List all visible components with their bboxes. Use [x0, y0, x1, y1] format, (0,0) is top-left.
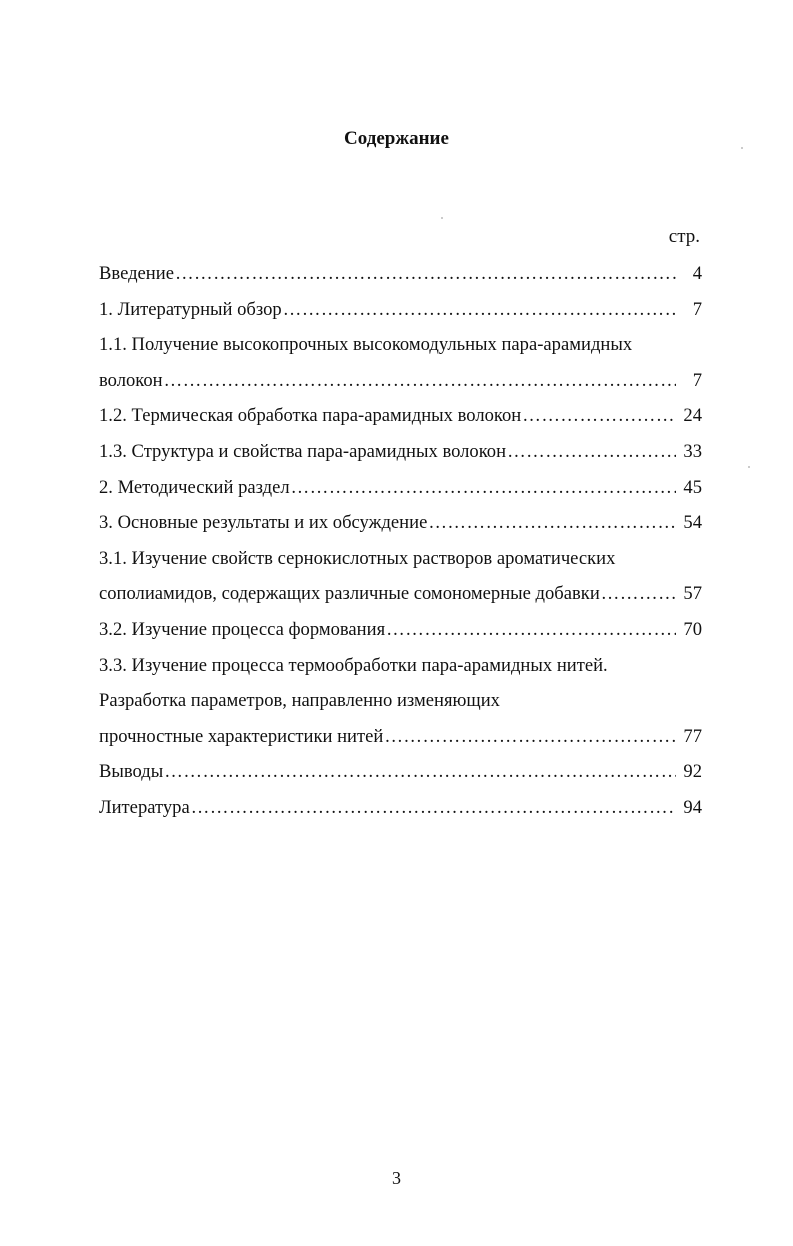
- toc-entry-page: 94: [683, 796, 702, 818]
- toc-entry-page: 4: [692, 263, 702, 284]
- toc-entry-text: Введение: [99, 263, 174, 284]
- toc-entry-page: 7: [692, 298, 702, 320]
- toc-entry-text: волокон: [99, 369, 163, 391]
- toc-entry-text: Литература: [99, 796, 190, 818]
- toc-entry-page: 77: [683, 725, 702, 747]
- dot-leader: [601, 576, 676, 612]
- toc-entry-text: 1.3. Структура и свойства пара-арамидных волокон: [99, 440, 507, 462]
- page-title: Содержание: [344, 128, 449, 149]
- toc-entry-text: 3. Основные результаты и их обсуждение: [99, 512, 428, 534]
- dot-leader: [507, 434, 676, 470]
- page-number: 3: [392, 1168, 401, 1188]
- dot-leader: [191, 790, 676, 826]
- toc-entry-text: 1.2. Термическая обработка пара-арамидных волокон: [99, 405, 522, 427]
- dot-leader: [428, 505, 676, 541]
- toc-entry-page: 7: [692, 369, 702, 391]
- dot-leader: [386, 612, 676, 648]
- toc-entry-1: [99, 292, 702, 328]
- toc-entry-text: 3.1. Изучение свойств сернокислотных растворов ароматических: [99, 547, 616, 569]
- toc-entry-literature: [99, 790, 702, 826]
- page-column-label: стр.: [668, 226, 700, 247]
- toc-entry-2: [99, 470, 702, 506]
- dot-leader: [291, 470, 676, 506]
- toc-entry-3-3-line1: [99, 648, 702, 684]
- toc-entry-text: прочностные характеристики нитей: [99, 725, 384, 747]
- toc-entry-conclusions: [99, 754, 702, 790]
- toc-entry-1-1-line1: [99, 327, 702, 363]
- toc-entry-page: 24: [683, 405, 702, 427]
- toc-entry-text: Разработка параметров, направленно изменяющих: [99, 690, 500, 712]
- toc-entry-page: 70: [683, 618, 702, 640]
- toc-entry-text: 1. Литературный обзор: [99, 298, 282, 320]
- toc-entry-text: Выводы: [99, 761, 164, 783]
- toc-entry-1-3: [99, 434, 702, 470]
- scan-speck: [748, 466, 750, 468]
- toc-entry-text: 2. Методический раздел: [99, 476, 290, 498]
- toc-entry-page: 92: [683, 761, 702, 783]
- toc-entry-1-2: [99, 398, 702, 434]
- toc-entry-page: 54: [683, 512, 702, 534]
- toc-entry-text: 3.3. Изучение процесса термообработки пара-арамидных нитей.: [99, 654, 608, 676]
- toc-entry-3: [99, 505, 702, 541]
- toc-entry-intro: [99, 256, 702, 292]
- toc-entry-text: сополиамидов, содержащих различные сомономерные добавки: [99, 583, 600, 605]
- toc-entry-page: 45: [683, 476, 702, 498]
- table-of-contents: [99, 256, 702, 826]
- toc-entry-3-3-line2: [99, 683, 702, 719]
- dot-leader: [283, 292, 676, 328]
- toc-entry-3-1-line2: [99, 576, 702, 612]
- toc-entry-text: 3.2. Изучение процесса формования: [99, 618, 386, 640]
- dot-leader: [384, 719, 676, 755]
- toc-entry-3-2: [99, 612, 702, 648]
- dot-leader: [175, 256, 676, 292]
- dot-leader: [164, 363, 676, 399]
- scan-speck: [441, 217, 443, 219]
- toc-entry-1-1-line2: [99, 363, 702, 399]
- toc-entry-3-3-line3: [99, 719, 702, 755]
- toc-entry-page: 57: [683, 583, 702, 605]
- toc-entry-text: 1.1. Получение высокопрочных высокомодульных пара-арамидных: [99, 334, 633, 356]
- dot-leader: [522, 398, 676, 434]
- toc-entry-3-1-line1: [99, 541, 702, 577]
- dot-leader: [164, 754, 676, 790]
- toc-entry-page: 33: [683, 440, 702, 462]
- scan-speck: [741, 147, 743, 149]
